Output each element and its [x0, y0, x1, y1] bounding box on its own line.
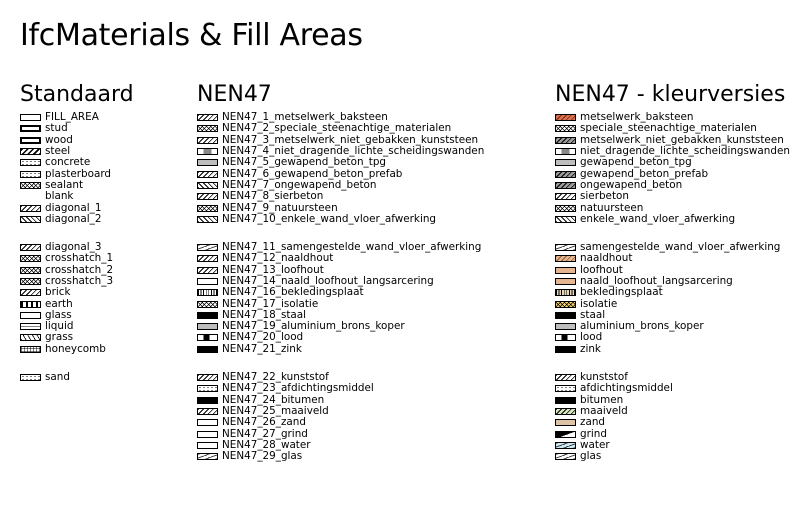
fill-swatch-icon [555, 137, 576, 144]
legend-item [197, 287, 484, 298]
legend-label: afdichtingsmiddel [580, 382, 673, 395]
legend-label: NEN47_29_glas [222, 450, 303, 463]
legend-item [197, 451, 484, 462]
fill-swatch-icon [555, 289, 576, 296]
legend-label: NEN47_18_staal [222, 308, 307, 321]
fill-swatch-icon [555, 267, 576, 274]
fill-swatch-icon [197, 205, 218, 212]
legend-label: diagonal_3 [45, 241, 102, 254]
legend-item [555, 383, 790, 394]
legend-label: liquid [45, 320, 74, 333]
legend-label: loofhout [580, 263, 623, 276]
fill-swatch-icon [20, 289, 41, 296]
legend-label: gewapend_beton_prefab [580, 167, 709, 180]
fill-swatch-icon [20, 114, 41, 121]
fill-swatch-icon [20, 374, 41, 381]
legend-label: blank [45, 190, 74, 203]
legend-label: glass [45, 308, 72, 321]
fill-swatch-icon [197, 159, 218, 166]
fill-swatch-icon [20, 244, 41, 251]
legend-item [20, 191, 134, 202]
fill-swatch-icon [555, 205, 576, 212]
legend-label: kunststof [580, 371, 628, 384]
legend-label: grind [580, 427, 607, 440]
legend-label: metselwerk_niet_gebakken_kunststeen [580, 133, 784, 146]
legend-label: maaiveld [580, 404, 628, 417]
fill-swatch-icon [555, 408, 576, 415]
fill-swatch-icon [555, 182, 576, 189]
fill-swatch-icon [555, 374, 576, 381]
legend-item [20, 332, 134, 343]
legend-item [197, 191, 484, 202]
legend-item [20, 214, 134, 225]
legend-label: NEN47_13_loofhout [222, 263, 324, 276]
legend-item [20, 321, 134, 332]
legend-item [555, 202, 790, 213]
legend-label: NEN47_22_kunststof [222, 371, 329, 384]
fill-swatch-icon [197, 278, 218, 285]
legend-kleurversies [555, 112, 790, 462]
legend-label: NEN47_27_grind [222, 427, 308, 440]
legend-label: NEN47_24_bitumen [222, 393, 325, 406]
legend-item [20, 135, 134, 146]
legend-item [555, 417, 790, 428]
legend-group [20, 112, 134, 225]
legend-group [555, 112, 790, 225]
legend-item [197, 123, 484, 134]
legend-item [555, 344, 790, 355]
fill-swatch-icon [555, 148, 576, 155]
legend-label: naald_loofhout_langsarcering [580, 275, 733, 287]
legend-label: steel [45, 145, 71, 158]
fill-swatch-icon [555, 442, 576, 449]
legend-label: NEN47_19_aluminium_brons_koper [222, 320, 405, 333]
column-nen47 [197, 82, 484, 462]
legend-label: NEN47_1_metselwerk_baksteen [222, 111, 388, 124]
fill-swatch-icon [197, 408, 218, 415]
legend-item [197, 332, 484, 343]
legend-label: NEN47_10_enkele_wand_vloer_afwerking [222, 212, 437, 225]
fill-swatch-icon [20, 323, 41, 330]
column-heading-nen47: NEN47 [197, 82, 272, 107]
fill-swatch-icon [555, 346, 576, 353]
legend-label: NEN47_3_metselwerk_niet_gebakken_kunststeen [222, 133, 479, 146]
legend-label: NEN47_5_gewapend_beton_tpg [222, 156, 387, 169]
fill-swatch-icon [555, 255, 576, 262]
fill-swatch-icon [197, 323, 218, 330]
legend-label: crosshatch_1 [45, 252, 114, 265]
legend-item [197, 214, 484, 225]
legend-item [555, 332, 790, 343]
fill-swatch-icon [197, 148, 218, 155]
legend-label: crosshatch_3 [45, 275, 114, 287]
legend-item [20, 287, 134, 298]
legend-label: bekledingsplaat [580, 286, 663, 299]
legend-item [555, 191, 790, 202]
legend-item [197, 344, 484, 355]
legend-standaard [20, 112, 134, 383]
legend-group [555, 242, 790, 355]
fill-swatch-icon [197, 171, 218, 178]
fill-swatch-icon [197, 397, 218, 404]
fill-swatch-icon [197, 312, 218, 319]
fill-swatch-icon [555, 193, 576, 200]
legend-label: grass [45, 331, 74, 344]
fill-swatch-icon [555, 244, 576, 251]
fill-swatch-icon [197, 182, 218, 189]
legend-label: ongewapend_beton [580, 178, 683, 191]
fill-swatch-icon [20, 148, 41, 155]
fill-swatch-icon [197, 374, 218, 381]
legend-label: isolatie [580, 297, 618, 310]
fill-swatch-icon [20, 137, 41, 144]
fill-swatch-icon [197, 267, 218, 274]
legend-group [555, 372, 790, 462]
legend-label: lood [580, 331, 603, 344]
fill-swatch-icon [20, 205, 41, 212]
fill-swatch-icon [197, 244, 218, 251]
fill-swatch-icon [197, 301, 218, 308]
legend-label: sealant [45, 178, 84, 191]
fill-swatch-icon [197, 346, 218, 353]
legend-label: honeycomb [45, 342, 106, 355]
legend-label: NEN47_16_bekledingsplaat [222, 286, 364, 299]
legend-label: brick [45, 286, 71, 299]
legend-item [20, 202, 134, 213]
fill-swatch-icon [555, 419, 576, 426]
fill-swatch-icon [555, 216, 576, 223]
legend-item [555, 451, 790, 462]
legend-label: metselwerk_baksteen [580, 111, 694, 124]
fill-swatch-icon [555, 323, 576, 330]
legend-label: crosshatch_2 [45, 263, 114, 276]
legend-label: enkele_wand_vloer_afwerking [580, 212, 736, 225]
legend-item [197, 202, 484, 213]
column-kleurversies [555, 82, 790, 462]
legend-label: samengestelde_wand_vloer_afwerking [580, 241, 781, 254]
fill-swatch-icon [197, 385, 218, 392]
legend-nen47 [197, 112, 484, 462]
legend-label: diagonal_1 [45, 201, 102, 214]
fill-swatch-icon [555, 312, 576, 319]
legend-item [20, 298, 134, 309]
fill-swatch-icon [555, 334, 576, 341]
fill-swatch-icon [555, 114, 576, 121]
legend-label: NEN47_23_afdichtingsmiddel [222, 382, 374, 395]
legend-label: NEN47_28_water [222, 438, 311, 451]
legend-item [555, 214, 790, 225]
legend-label: NEN47_21_zink [222, 342, 302, 355]
legend-label: diagonal_2 [45, 212, 102, 225]
legend-item [555, 287, 790, 298]
fill-swatch-icon [555, 431, 576, 438]
column-heading-standaard: Standaard [20, 82, 134, 107]
legend-group [197, 242, 484, 355]
legend-label: NEN47_2_speciale_steenachtige_materialen [222, 122, 452, 135]
fill-swatch-icon [20, 193, 41, 200]
legend-label: NEN47_12_naaldhout [222, 252, 334, 265]
legend-label: plasterboard [45, 167, 112, 180]
legend-group [20, 372, 134, 383]
fill-swatch-icon [197, 289, 218, 296]
legend-label: NEN47_8_sierbeton [222, 190, 324, 203]
legend-label: naaldhout [580, 252, 633, 265]
fill-swatch-icon [20, 182, 41, 189]
legend-item [20, 310, 134, 321]
legend-item [20, 372, 134, 383]
column-heading-kleurversies: NEN47 - kleurversies [555, 82, 786, 107]
legend-item [20, 344, 134, 355]
legend-label: stud [45, 122, 68, 135]
legend-label: NEN47_9_natuursteen [222, 201, 338, 214]
group-spacer [197, 355, 484, 372]
legend-label: concrete [45, 156, 91, 169]
legend-label: niet_dragende_lichte_scheidingswanden [580, 145, 790, 158]
legend-group [20, 242, 134, 355]
legend-item [197, 253, 484, 264]
fill-swatch-icon [555, 453, 576, 460]
legend-label: aluminium_brons_koper [580, 320, 704, 333]
legend-label: NEN47_20_lood [222, 331, 304, 344]
group-spacer [20, 355, 134, 372]
fill-swatch-icon [20, 216, 41, 223]
group-spacer [197, 225, 484, 242]
legend-label: water [580, 438, 610, 451]
legend-item [197, 157, 484, 168]
fill-swatch-icon [197, 431, 218, 438]
fill-swatch-icon [197, 125, 218, 132]
fill-swatch-icon [555, 385, 576, 392]
group-spacer [20, 225, 134, 242]
legend-label: NEN47_14_naald_loofhout_langsarcering [222, 275, 434, 287]
fill-swatch-icon [197, 255, 218, 262]
fill-swatch-icon [20, 171, 41, 178]
fill-swatch-icon [20, 301, 41, 308]
legend-label: earth [45, 297, 73, 310]
fill-swatch-icon [20, 125, 41, 132]
legend-label: zand [580, 416, 606, 429]
legend-label: NEN47_26_zand [222, 416, 306, 429]
legend-item [20, 180, 134, 191]
fill-swatch-icon [197, 216, 218, 223]
legend-label: gewapend_beton_tpg [580, 156, 692, 169]
legend-item [555, 123, 790, 134]
legend-item [20, 123, 134, 134]
legend-label: natuursteen [580, 201, 644, 214]
fill-swatch-icon [555, 171, 576, 178]
legend-group [197, 372, 484, 462]
legend-label: zink [580, 342, 601, 355]
legend-label: sierbeton [580, 190, 629, 203]
legend-label: NEN47_17_isolatie [222, 297, 319, 310]
legend-item [555, 253, 790, 264]
legend-item [555, 157, 790, 168]
legend-item [20, 157, 134, 168]
legend-label: NEN47_6_gewapend_beton_prefab [222, 167, 403, 180]
fill-swatch-icon [197, 137, 218, 144]
fill-swatch-icon [555, 159, 576, 166]
fill-swatch-icon [20, 346, 41, 353]
fill-swatch-icon [20, 334, 41, 341]
fill-swatch-icon [20, 312, 41, 319]
legend-group [197, 112, 484, 225]
legend-item [197, 383, 484, 394]
fill-swatch-icon [20, 255, 41, 262]
fill-swatch-icon [197, 453, 218, 460]
fill-swatch-icon [555, 125, 576, 132]
legend-item [20, 253, 134, 264]
legend-label: speciale_steenachtige_materialen [580, 122, 757, 135]
legend-label: sand [45, 371, 70, 384]
legend-label: NEN47_11_samengestelde_wand_vloer_afwerking [222, 241, 482, 254]
fill-swatch-icon [555, 397, 576, 404]
legend-label: glas [580, 450, 602, 463]
legend-label: NEN47_25_maaiveld [222, 404, 329, 417]
legend-label: staal [580, 308, 606, 321]
legend-item [20, 276, 134, 287]
legend-label: NEN47_7_ongewapend_beton [222, 178, 377, 191]
legend-label: wood [45, 133, 73, 146]
legend-label: FILL_AREA [45, 111, 99, 124]
legend-label: bitumen [580, 393, 624, 406]
page-title: IfcMaterials & Fill Areas [20, 18, 363, 53]
fill-swatch-icon [20, 159, 41, 166]
fill-swatch-icon [197, 442, 218, 449]
fill-swatch-icon [197, 419, 218, 426]
fill-swatch-icon [197, 193, 218, 200]
fill-swatch-icon [20, 278, 41, 285]
group-spacer [555, 355, 790, 372]
legend-label: NEN47_4_niet_dragende_lichte_scheidingswanden [222, 145, 485, 158]
fill-swatch-icon [555, 301, 576, 308]
column-standaard [20, 82, 134, 383]
fill-swatch-icon [197, 114, 218, 121]
legend-item [20, 112, 134, 123]
fill-swatch-icon [197, 334, 218, 341]
group-spacer [555, 225, 790, 242]
legend-item [197, 417, 484, 428]
fill-swatch-icon [555, 278, 576, 285]
fill-swatch-icon [20, 267, 41, 274]
